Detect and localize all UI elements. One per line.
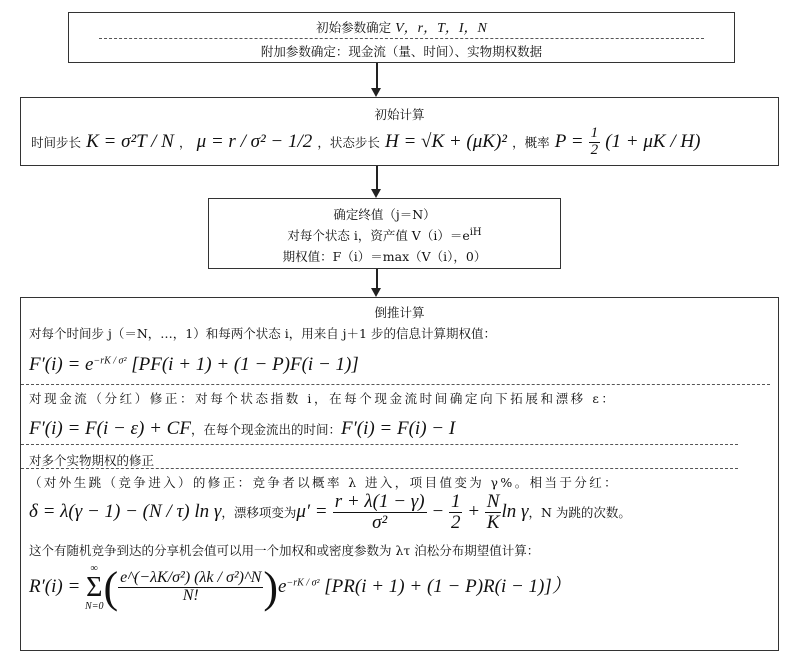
initial-calculation-box: [20, 97, 779, 166]
operator: +: [462, 500, 485, 522]
formula-backward: [29, 354, 359, 376]
intro-text: 对每个时间步 j（＝N，…，1）和每两个状态 i，用来自 j＋1 步的信息计算期权值：: [29, 326, 496, 341]
formula: [PR(i + 1) + (1 − P)R(i − 1)]）: [319, 576, 571, 597]
cashflow-text: 对现金流（分红）修正：对每个状态指数 i，在每个现金流时间确定向下拓展和漂移 ε：: [29, 391, 617, 406]
text: ，在每个现金流出的时间：: [190, 422, 341, 437]
variables: V，r，T，I，N: [395, 21, 487, 36]
summation: ∞ Σ N=0: [85, 562, 104, 612]
formula-h: H = √K + (μK)²: [384, 130, 507, 152]
option-value-line: 期权值：F（i）＝max（V（i），0）: [282, 249, 487, 264]
box-title: 初始计算: [374, 107, 425, 122]
multi-option-text: 对多个实物期权的修正: [29, 453, 155, 468]
label: 初始参数确定: [316, 20, 392, 35]
divider: [21, 444, 738, 445]
paren: (: [103, 563, 119, 612]
box-title: 确定终值（j＝N）: [333, 207, 436, 222]
formula: F′(i) = e: [29, 354, 94, 375]
text: ，: [178, 134, 192, 150]
formula: μ′ =: [296, 500, 328, 522]
initial-parameters-line: [69, 17, 734, 37]
fraction: $\frac{r + \lambda(1 - \gamma)}{\text{σ²}}$: [334, 491, 425, 533]
fraction: $\frac{\text{e\textasciicircum{}(−λK/σ²) (λk / σ²)\textasciicircum{}N}}{N!}$: [120, 569, 262, 604]
divider: [99, 38, 704, 39]
poisson-text: 这个有随机竞争到达的分享机会值可以用一个加权和或密度参数为 λτ 泊松分布期望值计算：: [29, 543, 540, 558]
formula-p: P =: [554, 130, 584, 152]
paren: ): [263, 563, 279, 612]
initial-parameters-box: [68, 12, 735, 63]
arrow-3: [376, 269, 378, 289]
superscript: −rK / σ²: [286, 577, 320, 589]
arrow-2: [376, 166, 378, 190]
formula-p-rest: (1 + μK / H): [605, 130, 701, 152]
fraction: $\frac{1}{2}$: [590, 125, 599, 158]
fraction: $\frac{N}{K}$: [486, 491, 500, 533]
asset-value-line: [209, 226, 560, 244]
jump-text: （对外生跳（竞争进入）的修正：竞争者以概率 λ 进入，项目值变为 γ%。相当于分红：: [29, 475, 619, 490]
formula: F′(i) = F(i − ε) + CF: [29, 418, 191, 439]
arrow-1: [376, 63, 378, 89]
text: ，状态步长: [317, 134, 380, 150]
box-title: 倒推计算: [374, 305, 425, 320]
formula: ln γ: [501, 500, 529, 522]
additional-parameters-line: 附加参数确定：现金流（量、时间）、实物期权数据: [260, 44, 543, 59]
divider: [21, 384, 770, 385]
backward-calculation-box: [20, 297, 779, 651]
formula-k: K = σ²T / N: [86, 130, 174, 152]
text: ，概率: [512, 134, 550, 150]
formula: R′(i) =: [29, 576, 86, 597]
initial-calc-formulas: [31, 126, 700, 159]
formula: e: [278, 576, 287, 597]
text: ，漂移项变为: [221, 504, 297, 520]
formula: F′(i) = F(i) − I: [340, 418, 456, 439]
terminal-value-box: [208, 198, 561, 269]
fraction: $\frac{1}{2}$: [450, 491, 461, 533]
formula-poisson: [29, 562, 571, 613]
formula-cashflow: [29, 418, 455, 440]
formula-mu: μ = r / σ² − 1/2: [196, 130, 313, 152]
superscript: iH: [469, 226, 482, 238]
text: ，N 为跳的次数。: [528, 504, 631, 520]
text: 时间步长: [31, 134, 82, 150]
text: 对每个状态 i，资产值 V（i）＝e: [287, 228, 470, 243]
divider: [21, 468, 738, 469]
operator: −: [426, 500, 449, 522]
formula: [PF(i + 1) + (1 − P)F(i − 1)]: [126, 354, 359, 375]
formula: δ = λ(γ − 1) − (N / τ) ln γ: [29, 500, 222, 522]
superscript: −rK / σ²: [93, 355, 127, 367]
formula-jump: [29, 492, 631, 533]
